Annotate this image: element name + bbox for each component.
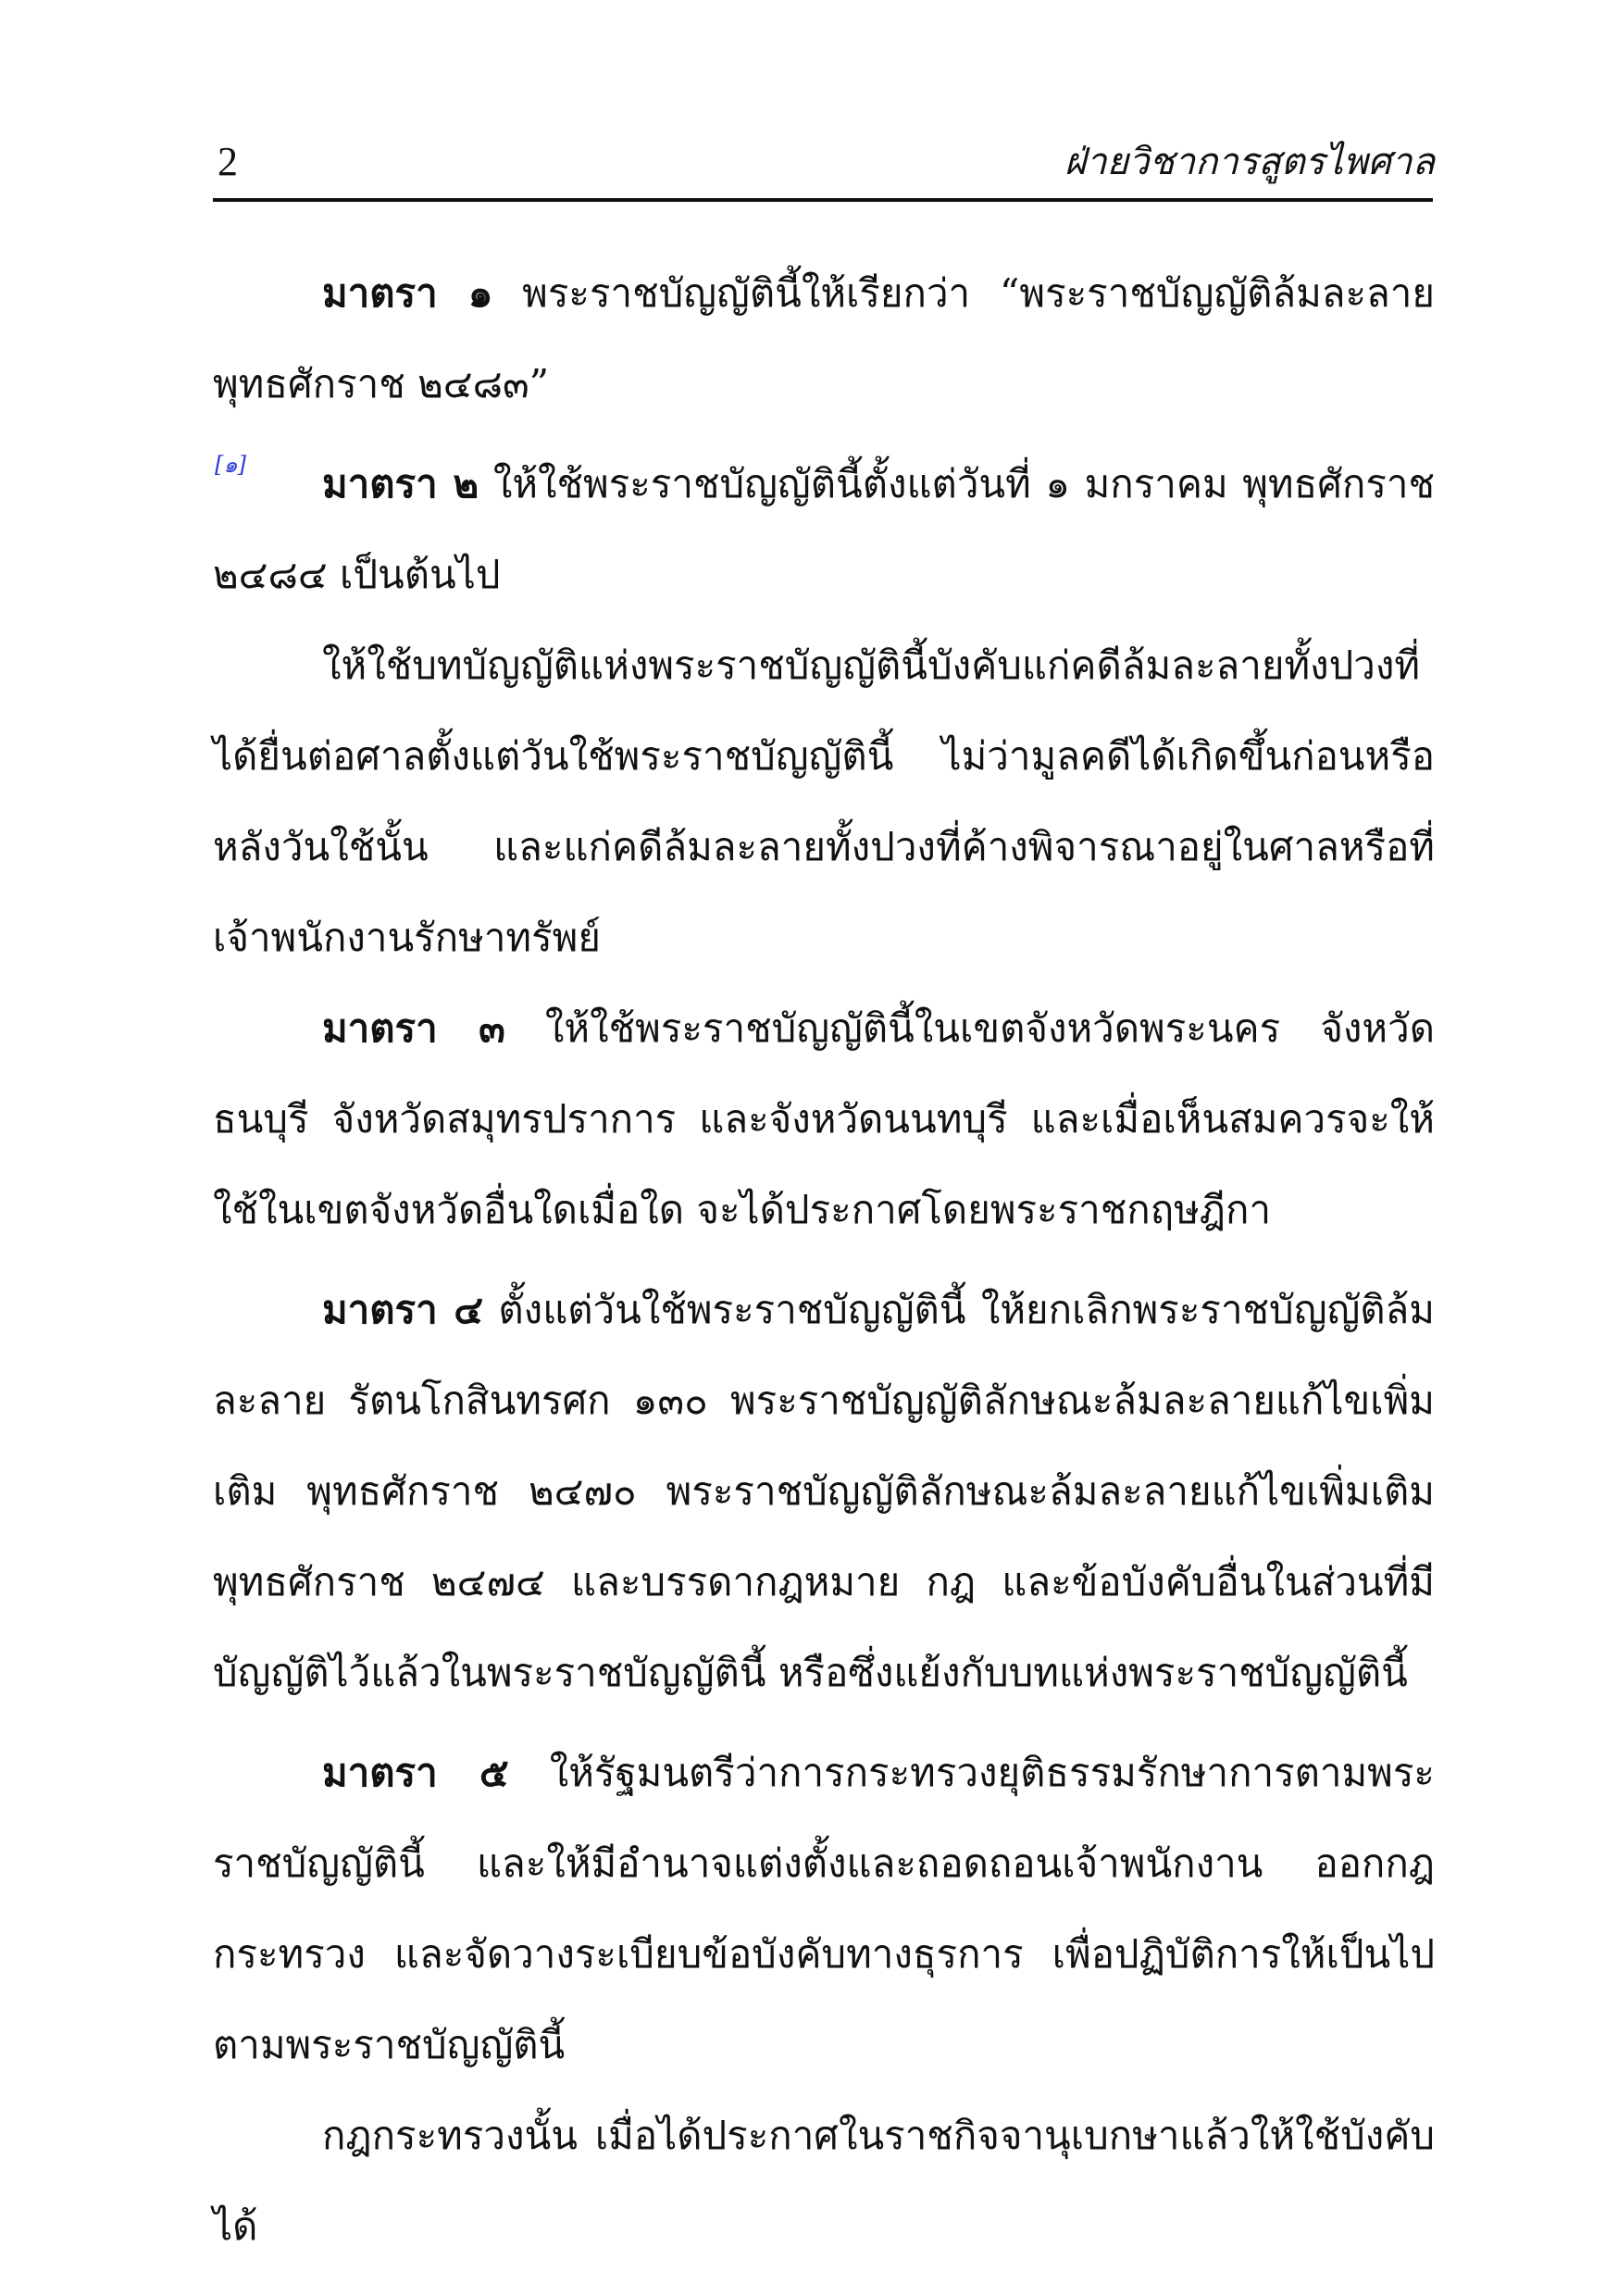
section-label: มาตรา ๕	[322, 1750, 509, 1795]
section-3	[213, 983, 1435, 1255]
paragraph-text: ให้ใช้บทบัญญัติแห่งพระราชบัญญัตินี้บังคับแก่คดีล้มละลายทั้งปวงที่ได้ยื่นต่อศาลตั้งแต่วันใช้พระราชบัญญัตินี้ ไม่ว่ามูลคดีได้เกิดขึ้นก่อนหรือหลังวันใช้นั้น และแก่คดีล้มละลายทั้งปวงที่ค้างพิจารณาอยู่ในศาลหรือที่เจ้าพนักงานรักษาทรัพย์	[213, 643, 1435, 960]
paragraph-text: กฎกระทรวงนั้น เมื่อได้ประกาศในราชกิจจานุเบกษาแล้วให้ใช้บังคับได้	[213, 2113, 1435, 2249]
section-label: มาตรา ๒	[322, 461, 479, 506]
section-4	[213, 1265, 1435, 1718]
section-label: มาตรา ๔	[322, 1287, 484, 1332]
section-text: พระราชบัญญัตินี้ให้เรียกว่า “พระราชบัญญัติล้มละลาย พุทธศักราช ๒๔๘๓”	[213, 270, 1435, 406]
section-text: ตั้งแต่วันใช้พระราชบัญญัตินี้ ให้ยกเลิกพระราชบัญญัติล้มละลาย รัตนโกสินทรศก ๑๓๐ พระราชบัญญัติลักษณะล้มละลายแก้ไขเพิ่มเติม พุทธศักราช ๒๔๗๐ พระราชบัญญัติลักษณะล้มละลายแก้ไขเพิ่มเติม พุทธศักราช ๒๔๗๔ และบรรดากฎหมาย กฎ และข้อบังคับอื่นในส่วนที่มีบัญญัติไว้แล้วในพระราชบัญญัตินี้ หรือซึ่งแย้งกับบทแห่งพระราชบัญญัตินี้	[213, 1287, 1435, 1695]
page-number: 2	[218, 139, 238, 184]
section-text: ให้ใช้พระราชบัญญัตินี้ตั้งแต่วันที่ ๑ มกราคม พุทธศักราช ๒๔๘๔ เป็นต้นไป	[213, 461, 1435, 597]
document-body	[213, 248, 1435, 2272]
section-1	[213, 248, 1435, 430]
section-5	[213, 1728, 1435, 2090]
section-text: ให้รัฐมนตรีว่าการกระทรวงยุติธรรมรักษาการตามพระราชบัญญัตินี้ และให้มีอำนาจแต่งตั้งและถอดถอนเจ้าพนักงาน ออกกฎกระทรวง และจัดวางระเบียบข้อบังคับทางธุรการ เพื่อปฏิบัติการให้เป็นไปตามพระราชบัญญัตินี้	[213, 1750, 1435, 2067]
section-text: ให้ใช้พระราชบัญญัตินี้ในเขตจังหวัดพระนคร จังหวัดธนบุรี จังหวัดสมุทรปราการ และจังหวัดนนทบุรี และเมื่อเห็นสมควรจะให้ใช้ในเขตจังหวัดอื่นใดเมื่อใด จะได้ประกาศโดยพระราชกฤษฎีกา	[213, 1005, 1435, 1232]
section-label: มาตรา ๑	[322, 270, 493, 316]
section-label: มาตรา ๓	[322, 1005, 505, 1051]
header-divider	[213, 198, 1433, 202]
section-2	[213, 439, 1435, 620]
footnote-link[interactable]: [๑]	[215, 452, 246, 478]
page-header	[213, 130, 1435, 204]
section-2-paragraph	[213, 620, 1435, 983]
header-publisher: ฝ่ายวิชาการสูตรไพศาล	[1064, 141, 1435, 183]
section-5-paragraph	[213, 2090, 1435, 2272]
